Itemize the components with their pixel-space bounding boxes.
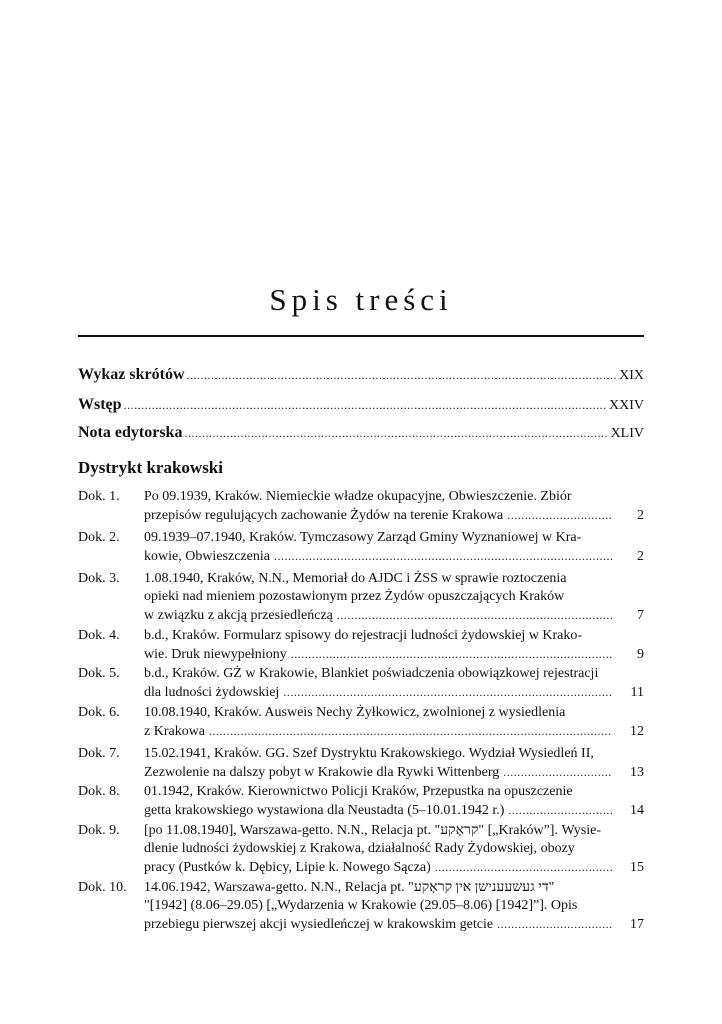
toc-doc-entry[interactable] [78, 665, 644, 702]
doc-text-line: dlenie ludności żydowskiej z Krakowa, działalność Rady Żydowskiej, obozy [144, 841, 575, 856]
toc-doc-entry[interactable] [78, 879, 644, 934]
toc-entry-page: XXIV [609, 398, 644, 413]
title-divider [78, 335, 644, 337]
toc-entry-page: XIX [619, 368, 644, 383]
doc-text-line: "[1942] (8.06–29.05) [„Wydarzenia w Krakowie (29.05–8.06) [1942]”]. Opis [144, 898, 578, 913]
leader-dots [124, 398, 607, 413]
doc-text-line: 14.06.1942, Warszawa-getto. N.N., Relacja pt. "די געשעענישן אין קראָקע" [144, 880, 555, 895]
doc-text-line: 09.1939–07.1940, Kraków. Tymczasowy Zarząd Gminy Wyznaniowej w Kra- [144, 530, 582, 545]
leader-dots [503, 763, 612, 781]
doc-text-line: dla ludności żydowskiej [144, 685, 280, 700]
doc-number: Dok. 8. [78, 784, 120, 799]
doc-number: Dok. 6. [78, 705, 120, 720]
toc-doc-entry[interactable] [78, 822, 644, 877]
doc-page: 14 [630, 803, 644, 818]
toc-doc-entry[interactable] [78, 488, 644, 525]
leader-dots [435, 858, 612, 876]
toc-entry-editorial-note[interactable] [78, 424, 644, 442]
toc-doc-entry[interactable] [78, 627, 644, 664]
leader-dots [291, 645, 612, 663]
doc-page: 11 [630, 685, 644, 700]
doc-page: 12 [630, 724, 644, 739]
doc-text-line: b.d., Kraków. GŻ w Krakowie, Blankiet poświadczenia obowiązkowej rejestracji [144, 666, 599, 681]
doc-text-line: getta krakowskiego wystawiona dla Neustadta (5–10.01.1942 r.) [144, 803, 505, 818]
doc-page: 2 [637, 508, 644, 523]
doc-text-line: wie. Druk niewypełniony [144, 647, 287, 662]
doc-number: Dok. 5. [78, 666, 120, 681]
doc-number: Dok. 4. [78, 628, 120, 643]
toc-doc-entry[interactable] [78, 570, 644, 625]
doc-text-line: Zezwolenie na dalszy pobyt w Krakowie dla Rywki Wittenberg [144, 765, 500, 780]
doc-text-line: kowie, Obwieszczenia [144, 549, 270, 564]
doc-page: 7 [637, 608, 644, 623]
toc-doc-entry[interactable] [78, 783, 644, 820]
page-title: Spis treści [269, 282, 453, 317]
toc-doc-entry[interactable] [78, 704, 644, 741]
leader-dots [184, 426, 608, 441]
doc-text-line: opieki nad mieniem pozostawionym przez Żydów opuszczających Kraków [144, 589, 565, 604]
leader-dots [209, 722, 612, 740]
toc-entry-page: XLIV [610, 426, 644, 441]
doc-text-line: przebiegu pierwszej akcji wysiedleńczej w krakowskim getcie [144, 917, 494, 932]
leader-dots [508, 801, 612, 819]
doc-page: 17 [630, 917, 644, 932]
section-heading: Dystrykt krakowski [78, 458, 223, 477]
doc-number: Dok. 10. [78, 880, 127, 895]
doc-page: 15 [630, 860, 644, 875]
doc-number: Dok. 2. [78, 530, 120, 545]
toc-entry-abbreviations[interactable] [78, 366, 644, 384]
leader-dots [187, 368, 618, 383]
leader-dots [507, 506, 612, 524]
doc-text-line: b.d., Kraków. Formularz spisowy do rejestracji ludności żydowskiej w Krako- [144, 628, 583, 643]
doc-text-line: 10.08.1940, Kraków. Ausweis Nechy Żyłkowicz, zwolnionej z wysiedlenia [144, 705, 566, 720]
leader-dots [283, 683, 612, 701]
toc-entry-label: Wykaz skrótów [78, 366, 185, 383]
leader-dots [337, 606, 612, 624]
doc-text-line: pracy (Pustków k. Dębicy, Lipie k. Nowego Sącza) [144, 860, 431, 875]
toc-entry-label: Wstęp [78, 396, 122, 413]
doc-number: Dok. 1. [78, 489, 120, 504]
doc-page: 13 [630, 765, 644, 780]
toc-doc-entry[interactable] [78, 745, 644, 782]
toc-entry-introduction[interactable] [78, 396, 644, 414]
toc-doc-entry[interactable] [78, 529, 644, 566]
doc-number: Dok. 9. [78, 823, 120, 838]
toc-entry-label: Nota edytorska [78, 424, 183, 441]
doc-page: 2 [637, 549, 644, 564]
doc-text-line: 01.1942, Kraków. Kierownictwo Policji Kraków, Przepustka na opuszczenie [144, 784, 573, 799]
doc-text-line: Po 09.1939, Kraków. Niemieckie władze okupacyjne, Obwieszczenie. Zbiór [144, 489, 572, 504]
doc-text-line: 1.08.1940, Kraków, N.N., Memoriał do AJDC i ŻSS w sprawie roztoczenia [144, 571, 567, 586]
doc-text-line: w związku z akcją przesiedleńczą [144, 608, 333, 623]
leader-dots [274, 547, 612, 565]
doc-text-line: z Krakowa [144, 724, 206, 739]
doc-number: Dok. 3. [78, 571, 120, 586]
doc-text-line: [po 11.08.1940], Warszawa-getto. N.N., Relacja pt. "קראָקע" [„Kraków”]. Wysie- [144, 823, 602, 838]
doc-page: 9 [637, 647, 644, 662]
doc-text-line: przepisów regulujących zachowanie Żydów na terenie Krakowa [144, 508, 504, 523]
doc-number: Dok. 7. [78, 746, 120, 761]
leader-dots [497, 915, 612, 933]
doc-text-line: 15.02.1941, Kraków. GG. Szef Dystryktu Krakowskiego. Wydział Wysiedleń II, [144, 746, 594, 761]
